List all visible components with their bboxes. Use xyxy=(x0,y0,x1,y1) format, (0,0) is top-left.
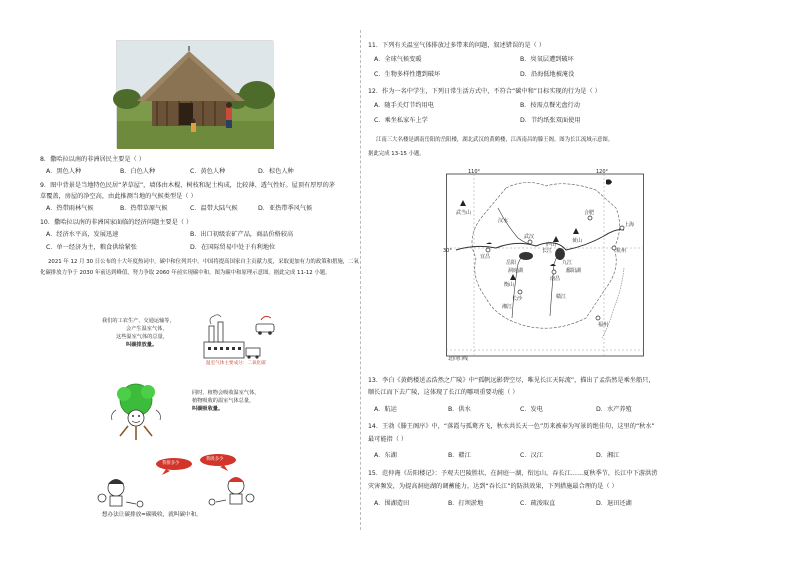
passage-13-15-line1: 江南三大名楼是湖南岳阳的岳阳楼，湖北武汉的黄鹤楼，江西南昌的滕王阁。图为长江流域示意图。 xyxy=(376,137,614,143)
q13-option-c[interactable]: C．发电 xyxy=(520,406,543,413)
city-hangzhou: 杭州 xyxy=(616,248,627,254)
q15-option-c[interactable]: C．疏浚取直 xyxy=(520,500,556,507)
q12-option-d[interactable]: D．节约纸张双面使用 xyxy=(520,117,581,124)
q9-option-d[interactable]: D．亚热带季风气候 xyxy=(258,205,313,212)
label-110: 110° xyxy=(468,169,481,175)
q9-stem-line2: 草覆盖，房屋的净空高，由此推测当地的气候类型是（ ） xyxy=(40,193,197,200)
city-shanghai: 上海 xyxy=(624,222,635,228)
q9-option-b[interactable]: B．热带草原气候 xyxy=(120,205,168,212)
q14-option-a[interactable]: A．东湖 xyxy=(374,452,397,459)
city-yueyang: 岳阳 xyxy=(506,260,517,266)
passage-13-15-line2: 据此完成 13-15 小题。 xyxy=(368,151,425,157)
q11-option-c[interactable]: C．生物多样性遭到破坏 xyxy=(374,71,441,78)
cartoon-text-1-line2: 会产生温室气体， xyxy=(126,326,168,332)
city-changsha: 长沙 xyxy=(512,296,523,302)
label-tropic: 北回归线 xyxy=(448,356,469,362)
q13-stem-line1: 13．李白《黄鹤楼送孟浩然之广陵》中“孤帆远影碧空尽，唯见长江天际流”，描出了孟浩然是乘坐船只， xyxy=(368,377,655,384)
character-right-icon xyxy=(209,477,254,505)
q10-option-b[interactable]: B．出口初级农矿产品，商品价格较高 xyxy=(190,231,294,238)
q15-option-d[interactable]: D．退田还湖 xyxy=(596,500,632,507)
hut-photo xyxy=(116,40,273,148)
city-fuzhou: 福州 xyxy=(598,322,609,328)
q15-option-a[interactable]: A．围湖造田 xyxy=(374,500,410,507)
cartoon-text-1-line4: 叫碳排放量。 xyxy=(126,342,158,348)
q12-option-b[interactable]: B．按需点餐光盘行动 xyxy=(520,102,580,109)
q9-option-a[interactable]: A．热带雨林气候 xyxy=(46,205,94,212)
bubble-right-text: 我吸多少 xyxy=(206,457,224,462)
q12-stem: 12．作为一名中学生，下列日常生活方式中，不符合“碳中和”目标实现的行为是（ ） xyxy=(368,88,601,95)
q13-option-b[interactable]: B．供水 xyxy=(448,406,471,413)
q8-option-c[interactable]: C．黄色人种 xyxy=(190,168,226,175)
cartoon-text-2-line3: 叫碳吸收量。 xyxy=(192,406,224,412)
q11-option-a[interactable]: A．全球气候变暖 xyxy=(374,56,422,63)
q8-stem: 8．撒哈拉以南的非洲居民主要是（ ） xyxy=(40,156,145,163)
river-ganjiang: 赣江 xyxy=(556,294,567,300)
q11-stem: 11．下列有关温室气体排放过多带来的问题，叙述错误的是（ ） xyxy=(368,42,545,49)
label-30: 30° xyxy=(443,248,452,254)
lake-dongting: 洞庭湖 xyxy=(508,268,524,274)
cartoon-text-3: 想办法让碳排放=碳吸收，就叫碳中和。 xyxy=(102,512,202,518)
cartoon-text-1-line1: 我们的工农生产、交通运输等， xyxy=(102,318,175,324)
q13-option-d[interactable]: D．水产养殖 xyxy=(596,406,632,413)
carbon-neutral-cartoon xyxy=(96,312,296,522)
passage-11-12-line2: 化碳排放力争于 2030 年前达到峰值，努力争取 2060 年前实现碳中和。图为碳中和原理示意图。据此完成 11-12 小题。 xyxy=(40,270,331,276)
bubble-left-text: 我排多少 xyxy=(162,461,180,466)
city-wuhan: 武汉 xyxy=(524,234,535,240)
q12-option-c[interactable]: C．乘坐私家车上学 xyxy=(374,117,428,124)
cartoon-text-2-line2: 植物吸收的温室气体总量， xyxy=(192,398,255,404)
q11-option-b[interactable]: B．臭氧层遭到破坏 xyxy=(520,56,574,63)
q10-option-d[interactable]: D．在国际贸易中处于有利地位 xyxy=(190,244,276,251)
mountain-huang: 黄山 xyxy=(572,238,583,244)
q14-option-d[interactable]: D．湘江 xyxy=(596,452,620,459)
q8-option-a[interactable]: A．黑色人种 xyxy=(46,168,82,175)
city-hefei: 合肥 xyxy=(584,210,595,216)
q13-stem-line2: 顺长江而下去广陵，这体现了长江的哪项重要功能（ ） xyxy=(368,389,519,396)
mountain-lu: 庐山 xyxy=(546,242,557,248)
q11-option-d[interactable]: D．沿海低地被淹没 xyxy=(520,71,575,78)
passage-11-12-line1: 2021 年 12 月 30 日公布的十大年度热词中，碳中和位列其中。中国将提高国家自主贡献力度，采取更加有力的政策和措施，二氧 xyxy=(48,259,359,265)
city-yichang: 宜昌 xyxy=(480,254,491,260)
cartoon-text-1-line3: 这些温室气体的总量， xyxy=(116,334,168,340)
column-divider xyxy=(360,30,361,530)
label-120: 120° xyxy=(596,169,609,175)
q10-option-a[interactable]: A．经济水平高，发展迅速 xyxy=(46,231,119,238)
q9-stem-line1: 9．图中背景是当地特色民居“茅草屋”，墙体由木棍、树枝和泥土构成，比较薄、透气性好。屋顶有厚厚的茅 xyxy=(40,182,335,189)
q14-stem-line1: 14．王勃《滕王阁序》中，“落霞与孤鹜齐飞，秋水共长天一色”历来被奉为写景的绝佳句，这里的“秋水” xyxy=(368,423,655,430)
mountain-wudang: 武当山 xyxy=(456,210,472,216)
q15-option-b[interactable]: B．打坝淤地 xyxy=(448,500,484,507)
q13-option-a[interactable]: A．航运 xyxy=(374,406,397,413)
factory-icon xyxy=(204,315,260,359)
city-jiujiang: 九江 xyxy=(562,260,573,266)
q10-option-c[interactable]: C．单一经济为主，粮食供给紧张 xyxy=(46,244,137,251)
yangtze-basin-map xyxy=(443,168,644,364)
q8-option-b[interactable]: B．白色人种 xyxy=(120,168,156,175)
q15-stem-line2: 灾害频发，为提高洞庭湖的调蓄能力，达到“吞长江”的防洪效果，下列措施最合理的是（ ） xyxy=(368,483,618,490)
river-hanshui: 汉水 xyxy=(498,218,509,224)
q12-option-a[interactable]: A．随手关灯节约用电 xyxy=(374,102,434,109)
q9-option-c[interactable]: C．温带大陆气候 xyxy=(190,205,238,212)
river-xiangjiang: 湘江 xyxy=(502,304,513,310)
cartoon-text-2-line1: 同时，植物会吸收温室气体， xyxy=(192,390,260,396)
ghg-label: 温室气体主要成分：二氧化碳 xyxy=(206,361,266,366)
lake-poyang: 鄱阳湖 xyxy=(566,268,582,274)
q15-stem-line1: 15．范仲淹《岳阳楼记》：予观夫巴陵胜状，在洞庭一湖，衔远山，吞长江……夏秋季节，长江中下游洪涝 xyxy=(368,470,658,477)
tree-character-icon xyxy=(112,384,161,440)
q8-option-d[interactable]: D．棕色人种 xyxy=(258,168,294,175)
city-nanchang: 南昌 xyxy=(550,276,561,282)
mountain-heng: 衡山 xyxy=(504,282,515,288)
character-left-icon xyxy=(98,479,143,507)
river-changjiang: 长江 xyxy=(542,248,553,254)
q10-stem: 10．撒哈拉以南的非洲国家面临的经济问题主要是（ ） xyxy=(40,219,193,226)
q14-option-b[interactable]: B．赣江 xyxy=(448,452,471,459)
q14-stem-line2: 最可能指（ ） xyxy=(368,436,408,443)
q14-option-c[interactable]: C．汉江 xyxy=(520,452,543,459)
